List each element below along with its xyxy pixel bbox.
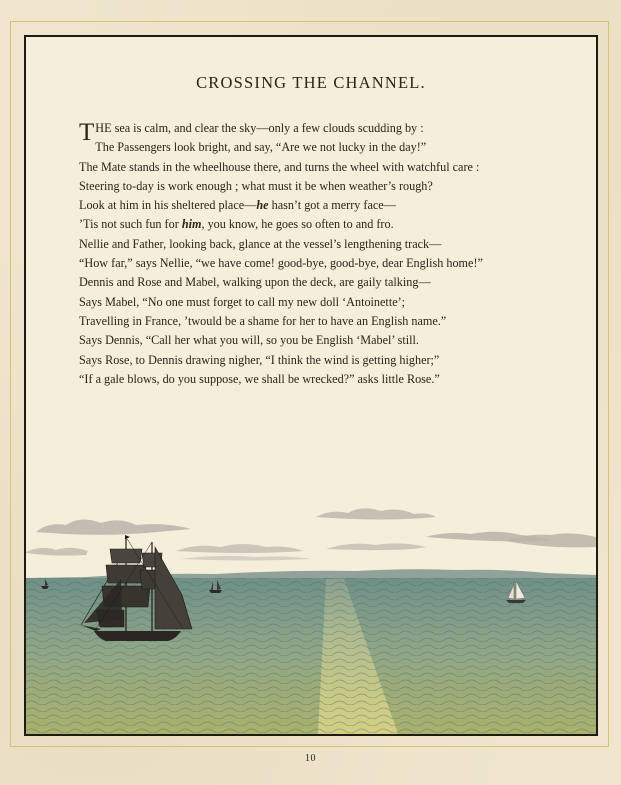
poem-line-6 bbox=[79, 215, 579, 234]
cloud bbox=[36, 519, 191, 534]
poem-line-5-rest: hasn’t got a merry face— bbox=[268, 198, 396, 213]
poem-line-7: Nellie and Father, looking back, glance at the vessel’s lengthening track— bbox=[79, 236, 442, 251]
page-frame bbox=[24, 35, 598, 736]
poem-line-6-start: ’Tis not such fun for bbox=[79, 217, 182, 232]
poem-line-11: Travelling in France, ’twould be a shame for her to have an English name.” bbox=[79, 313, 447, 328]
poem-line-10: Says Mabel, “No one must forget to call my new doll ‘Antoinette’; bbox=[79, 294, 406, 309]
poem-line-13: Says Rose, to Dennis drawing nigher, “I think the wind is getting higher;” bbox=[79, 352, 440, 367]
poem-line-6-rest: , you know, he goes so often to and fro. bbox=[201, 217, 394, 232]
poem-line-14: “If a gale blows, do you suppose, we shall be wrecked?” asks little Rose.” bbox=[79, 371, 440, 386]
poem-line-5-start: Look at him in his sheltered place— bbox=[79, 198, 257, 213]
poem-line-5 bbox=[79, 196, 579, 215]
cloud bbox=[181, 556, 311, 561]
poem-line-4: Steering to-day is work enough ; what must it be when weather’s rough? bbox=[79, 178, 433, 193]
poem-line-3: The Mate stands in the wheelhouse there, and turns the wheel with watchful care : bbox=[79, 159, 480, 174]
page-number: 10 bbox=[305, 753, 316, 764]
cloud bbox=[26, 548, 88, 556]
poem-line-1-text: HE sea is calm, and clear the sky—only a few clouds scudding by : bbox=[95, 121, 424, 135]
page-title: CROSSING THE CHANNEL. bbox=[196, 73, 426, 92]
cloud bbox=[316, 508, 436, 519]
cloud bbox=[326, 543, 426, 550]
poem-block bbox=[79, 119, 579, 389]
poem-line-6-emphasis: him bbox=[181, 217, 202, 232]
poem-line-8: “How far,” says Nellie, “we have come! good-bye, good-bye, dear English home!” bbox=[79, 256, 483, 271]
poem-line-9: Dennis and Rose and Mabel, walking upon the deck, are gaily talking— bbox=[79, 275, 431, 290]
poem-line-2: The Passengers look bright, and say, “Are we not lucky in the day!” bbox=[95, 140, 427, 155]
drop-cap: T bbox=[79, 119, 95, 146]
poem-line-1 bbox=[79, 119, 579, 146]
cloud bbox=[176, 544, 304, 553]
poem-line-12: Says Dennis, “Call her what you will, so you be English ‘Mabel’ still. bbox=[79, 333, 419, 348]
sea-illustration bbox=[26, 467, 596, 734]
poem-line-5-emphasis: he bbox=[256, 198, 269, 213]
